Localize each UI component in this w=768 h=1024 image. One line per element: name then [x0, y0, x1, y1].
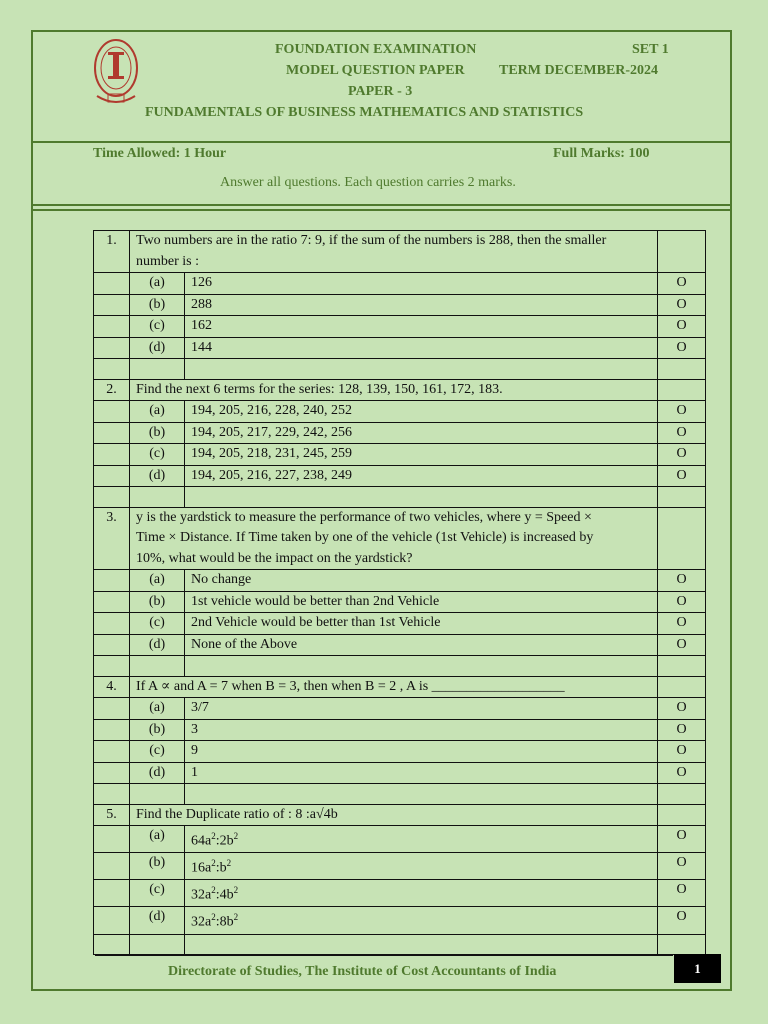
option-exponent: 2	[233, 885, 239, 896]
option-row	[94, 853, 706, 880]
option-row	[94, 634, 706, 656]
empty-cell	[658, 507, 706, 570]
empty-cell	[94, 337, 130, 359]
option-row	[94, 880, 706, 907]
option-row	[94, 719, 706, 741]
question-text	[130, 676, 658, 698]
empty-cell	[130, 359, 185, 380]
empty-cell	[94, 826, 130, 853]
option-row	[94, 907, 706, 934]
option-text: 2nd Vehicle would be better than 1st Vehicle	[185, 613, 658, 635]
option-mid: :2b	[215, 833, 234, 849]
option-label: (d)	[130, 337, 185, 359]
section-divider-1	[33, 204, 732, 206]
empty-cell	[658, 487, 706, 508]
footer-text: Directorate of Studies, The Institute of Cost Accountants of India	[168, 964, 557, 979]
answer-radio[interactable]: O	[658, 634, 706, 656]
empty-cell	[94, 273, 130, 295]
option-row	[94, 337, 706, 359]
empty-cell	[658, 379, 706, 401]
option-mid: :4b	[215, 887, 234, 903]
footer-rule	[95, 954, 673, 956]
empty-cell	[94, 401, 130, 423]
section-divider-2	[33, 209, 732, 211]
answer-radio[interactable]: O	[658, 880, 706, 907]
option-label: (b)	[130, 591, 185, 613]
option-row	[94, 316, 706, 338]
empty-cell	[130, 784, 185, 805]
option-text: 194, 205, 216, 228, 240, 252	[185, 401, 658, 423]
option-row	[94, 401, 706, 423]
empty-cell	[658, 656, 706, 677]
empty-cell	[185, 934, 658, 955]
empty-cell	[658, 934, 706, 955]
question-line: Find the Duplicate ratio of : 8 :a√4b	[136, 806, 338, 822]
option-text: 1st vehicle would be better than 2nd Vehicle	[185, 591, 658, 613]
empty-cell	[94, 613, 130, 635]
option-row	[94, 613, 706, 635]
header-divider	[33, 141, 732, 143]
option-row	[94, 762, 706, 784]
option-text	[185, 853, 658, 880]
question-number: 5.	[94, 804, 130, 826]
empty-cell	[658, 784, 706, 805]
answer-radio[interactable]: O	[658, 465, 706, 487]
answer-radio[interactable]: O	[658, 337, 706, 359]
option-text	[185, 907, 658, 934]
option-row	[94, 826, 706, 853]
option-row	[94, 273, 706, 295]
answer-radio[interactable]: O	[658, 294, 706, 316]
empty-cell	[94, 741, 130, 763]
empty-cell	[94, 570, 130, 592]
spacer-row	[94, 359, 706, 380]
answer-radio[interactable]: O	[658, 401, 706, 423]
question-line: 10%, what would be the impact on the yardstick?	[136, 550, 413, 566]
option-text: None of the Above	[185, 634, 658, 656]
option-label: (a)	[130, 698, 185, 720]
option-mid: :8b	[215, 915, 234, 931]
option-text: 288	[185, 294, 658, 316]
empty-cell	[185, 359, 658, 380]
question-row	[94, 676, 706, 698]
option-text: 3	[185, 719, 658, 741]
option-label: (a)	[130, 826, 185, 853]
page-number: 1	[674, 954, 721, 983]
spacer-row	[94, 487, 706, 508]
question-text	[130, 379, 658, 401]
option-exponent: 2	[233, 831, 239, 841]
empty-cell	[94, 853, 130, 880]
question-number: 3.	[94, 507, 130, 570]
empty-cell	[130, 934, 185, 955]
option-row	[94, 465, 706, 487]
option-label: (c)	[130, 316, 185, 338]
option-text: 194, 205, 217, 229, 242, 256	[185, 422, 658, 444]
empty-cell	[94, 634, 130, 656]
option-label: (c)	[130, 444, 185, 466]
empty-cell	[185, 656, 658, 677]
empty-cell	[94, 359, 130, 380]
set-label: SET 1	[632, 42, 669, 57]
option-label: (b)	[130, 422, 185, 444]
institute-emblem-icon	[91, 36, 141, 108]
empty-cell	[185, 487, 658, 508]
option-exponent: 2	[211, 885, 216, 896]
option-label: (c)	[130, 880, 185, 907]
empty-cell	[94, 591, 130, 613]
question-text	[130, 804, 658, 826]
option-label: (c)	[130, 613, 185, 635]
option-text: 194, 205, 218, 231, 245, 259	[185, 444, 658, 466]
answer-radio[interactable]: O	[658, 613, 706, 635]
option-row	[94, 741, 706, 763]
question-line: Find the next 6 terms for the series: 128, 139, 150, 161, 172, 183.	[136, 381, 503, 397]
option-label: (c)	[130, 741, 185, 763]
answer-radio[interactable]: O	[658, 591, 706, 613]
option-text: 194, 205, 216, 227, 238, 249	[185, 465, 658, 487]
option-label: (d)	[130, 762, 185, 784]
empty-cell	[94, 698, 130, 720]
question-line: If A ∝ and A = 7 when B = 3, then when B = 2 , A is ___________________	[136, 678, 565, 694]
option-row	[94, 444, 706, 466]
question-row	[94, 804, 706, 826]
empty-cell	[658, 804, 706, 826]
option-row	[94, 591, 706, 613]
option-row	[94, 698, 706, 720]
empty-cell	[94, 444, 130, 466]
empty-cell	[94, 294, 130, 316]
answer-radio[interactable]: O	[658, 826, 706, 853]
answer-radio[interactable]: O	[658, 444, 706, 466]
empty-cell	[94, 907, 130, 934]
option-label: (b)	[130, 853, 185, 880]
option-text: 3/7	[185, 698, 658, 720]
question-row	[94, 379, 706, 401]
empty-cell	[94, 487, 130, 508]
answer-radio[interactable]: O	[658, 741, 706, 763]
option-text: No change	[185, 570, 658, 592]
term-label: TERM DECEMBER-2024	[499, 63, 659, 78]
answer-radio[interactable]: O	[658, 762, 706, 784]
empty-cell	[94, 719, 130, 741]
instruction-text: Answer all questions. Each question carries 2 marks.	[220, 175, 516, 190]
question-line: y is the yardstick to measure the performance of two vehicles, where y = Speed ×	[136, 509, 592, 525]
subject-title: FUNDAMENTALS OF BUSINESS MATHEMATICS AND STATISTICS	[145, 105, 584, 120]
option-label: (d)	[130, 465, 185, 487]
option-label: (a)	[130, 273, 185, 295]
option-label: (a)	[130, 401, 185, 423]
question-text	[130, 231, 658, 273]
option-row	[94, 570, 706, 592]
empty-cell	[94, 762, 130, 784]
option-label: (b)	[130, 294, 185, 316]
full-marks: Full Marks: 100	[553, 146, 650, 161]
paper-type: MODEL QUESTION PAPER	[286, 63, 465, 78]
answer-radio[interactable]: O	[658, 907, 706, 934]
answer-radio[interactable]: O	[658, 698, 706, 720]
empty-cell	[185, 784, 658, 805]
spacer-row	[94, 784, 706, 805]
option-text	[185, 826, 658, 853]
option-base: 32a	[191, 887, 212, 903]
answer-radio[interactable]: O	[658, 853, 706, 880]
empty-cell	[94, 422, 130, 444]
question-row	[94, 231, 706, 273]
empty-cell	[658, 359, 706, 380]
empty-cell	[130, 487, 185, 508]
empty-cell	[658, 231, 706, 273]
answer-radio[interactable]: O	[658, 316, 706, 338]
option-label: (d)	[130, 907, 185, 934]
empty-cell	[658, 676, 706, 698]
option-exponent: 2	[226, 858, 232, 869]
option-base: 64a	[191, 833, 212, 849]
time-allowed: Time Allowed: 1 Hour	[93, 146, 227, 161]
option-text: 144	[185, 337, 658, 359]
option-label: (a)	[130, 570, 185, 592]
option-mid: :b	[215, 860, 227, 876]
option-row	[94, 422, 706, 444]
option-text	[185, 880, 658, 907]
option-label: (b)	[130, 719, 185, 741]
paper-number: PAPER - 3	[348, 84, 413, 99]
question-line: Time × Distance. If Time taken by one of the vehicle (1st Vehicle) is increased by	[136, 530, 594, 545]
question-line: number is :	[136, 253, 199, 269]
question-text	[130, 507, 658, 570]
empty-cell	[94, 784, 130, 805]
empty-cell	[94, 465, 130, 487]
option-text: 9	[185, 741, 658, 763]
empty-cell	[94, 880, 130, 907]
option-base: 32a	[191, 915, 212, 931]
question-row	[94, 507, 706, 570]
question-line: Two numbers are in the ratio 7: 9, if the sum of the numbers is 288, then the smaller	[136, 233, 607, 248]
option-text: 162	[185, 316, 658, 338]
option-text: 1	[185, 762, 658, 784]
option-exponent: 2	[211, 912, 216, 923]
option-text: 126	[185, 273, 658, 295]
questions-table	[93, 230, 706, 955]
option-row	[94, 294, 706, 316]
answer-radio[interactable]: O	[658, 570, 706, 592]
empty-cell	[130, 656, 185, 677]
option-exponent: 2	[211, 831, 216, 841]
option-exponent: 2	[233, 912, 239, 923]
question-number: 1.	[94, 231, 130, 273]
answer-radio[interactable]: O	[658, 719, 706, 741]
empty-cell	[94, 656, 130, 677]
option-base: 16a	[191, 860, 212, 876]
exam-title: FOUNDATION EXAMINATION	[275, 42, 477, 57]
question-number: 2.	[94, 379, 130, 401]
empty-cell	[94, 316, 130, 338]
spacer-row	[94, 934, 706, 955]
question-number: 4.	[94, 676, 130, 698]
answer-radio[interactable]: O	[658, 273, 706, 295]
option-label: (d)	[130, 634, 185, 656]
spacer-row	[94, 656, 706, 677]
empty-cell	[94, 934, 130, 955]
option-exponent: 2	[211, 858, 216, 869]
answer-radio[interactable]: O	[658, 422, 706, 444]
